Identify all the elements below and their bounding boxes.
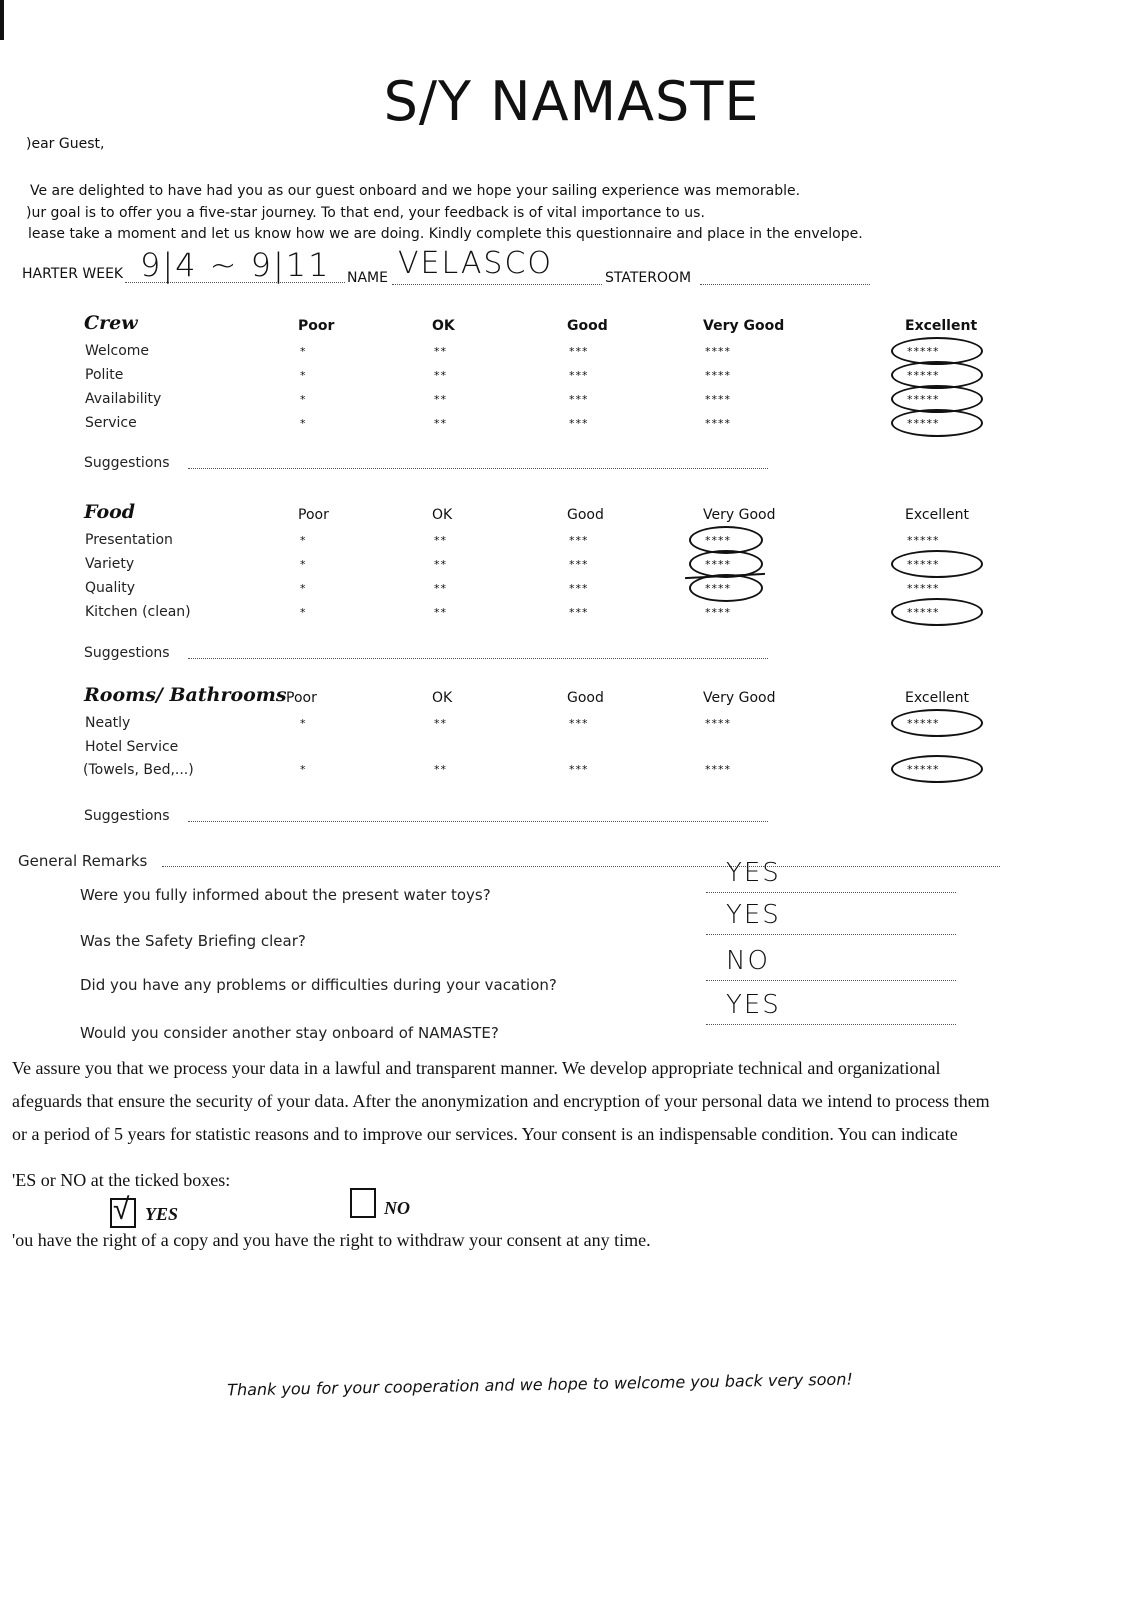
rating-option-4[interactable]: **** bbox=[705, 369, 731, 382]
rating-option-4[interactable]: **** bbox=[705, 717, 731, 730]
rating-option-4[interactable]: **** bbox=[705, 606, 731, 619]
rating-option-2[interactable]: ** bbox=[434, 582, 447, 595]
intro-line-3: lease take a moment and let us know how we are doing. Kindly complete this questionnaire and place in the envelope. bbox=[28, 226, 863, 242]
row-label: Availability bbox=[85, 391, 162, 407]
rating-option-1[interactable]: * bbox=[300, 717, 307, 730]
rights-text: 'ou have the right of a copy and you have the right to withdraw your consent at any time. bbox=[12, 1230, 651, 1250]
rating-option-5[interactable]: ***** bbox=[907, 393, 940, 406]
column-header-good: Good bbox=[567, 318, 608, 334]
charter-week-field[interactable]: 9|4 ~ 9|11 bbox=[140, 246, 331, 284]
rating-option-4[interactable]: **** bbox=[705, 393, 731, 406]
answer-field[interactable]: NO bbox=[726, 946, 770, 976]
consent-yes-checkbox[interactable] bbox=[110, 1192, 136, 1228]
name-line bbox=[392, 284, 602, 285]
column-header-very-good: Very Good bbox=[703, 507, 776, 523]
answer-field[interactable]: YES bbox=[726, 900, 781, 930]
answer-line bbox=[706, 1024, 956, 1025]
column-header-poor: Poor bbox=[286, 690, 317, 706]
general-remarks-line[interactable] bbox=[162, 866, 1000, 867]
rating-option-5[interactable]: ***** bbox=[907, 582, 940, 595]
column-header-excellent: Excellent bbox=[905, 318, 978, 334]
privacy-line-3: or a period of 5 years for statistic reasons and to improve our services. Your consent is an indispensable condition. You can indicate bbox=[12, 1124, 958, 1144]
column-header-ok: OK bbox=[432, 318, 455, 334]
answer-line bbox=[706, 934, 956, 935]
section-title-2: Rooms/ Bathrooms bbox=[84, 684, 287, 706]
rating-option-3[interactable]: *** bbox=[569, 606, 589, 619]
rating-option-2[interactable]: ** bbox=[434, 763, 447, 776]
rating-option-2[interactable]: ** bbox=[434, 558, 447, 571]
suggestions-field[interactable] bbox=[188, 468, 768, 469]
row-label: Quality bbox=[85, 580, 136, 596]
privacy-line-1: Ve assure you that we process your data in a lawful and transparent manner. We develop appropriate technical and organizational bbox=[12, 1058, 941, 1078]
rating-option-5[interactable]: ***** bbox=[907, 369, 940, 382]
stateroom-field[interactable] bbox=[700, 284, 870, 285]
rating-option-1[interactable]: * bbox=[300, 345, 307, 358]
name-field[interactable]: VELASCO bbox=[398, 246, 554, 281]
suggestions-field[interactable] bbox=[188, 658, 768, 659]
rating-option-2[interactable]: ** bbox=[434, 534, 447, 547]
column-header-very-good: Very Good bbox=[703, 690, 776, 706]
section-title-1: Food bbox=[84, 501, 136, 523]
row-label: Hotel Service bbox=[85, 739, 179, 755]
consent-no-checkbox[interactable] bbox=[350, 1188, 376, 1218]
rating-option-5[interactable]: ***** bbox=[907, 534, 940, 547]
question-text: Would you consider another stay onboard of NAMASTE? bbox=[80, 1024, 499, 1042]
rating-option-5[interactable]: ***** bbox=[907, 717, 940, 730]
rating-option-1[interactable]: * bbox=[300, 393, 307, 406]
rating-option-2[interactable]: ** bbox=[434, 717, 447, 730]
rating-option-5[interactable]: ***** bbox=[907, 606, 940, 619]
rating-option-2[interactable]: ** bbox=[434, 417, 447, 430]
row-label: Variety bbox=[85, 556, 135, 572]
column-header-good: Good bbox=[567, 507, 604, 523]
rating-option-1[interactable]: * bbox=[300, 763, 307, 776]
rating-option-3[interactable]: *** bbox=[569, 717, 589, 730]
column-header-ok: OK bbox=[432, 690, 453, 706]
rating-option-1[interactable]: * bbox=[300, 534, 307, 547]
answer-field[interactable]: YES bbox=[726, 858, 781, 888]
rating-option-5[interactable]: ***** bbox=[907, 417, 940, 430]
question-text: Were you fully informed about the present water toys? bbox=[80, 886, 491, 904]
rating-option-2[interactable]: ** bbox=[434, 345, 447, 358]
thank-you-text: Thank you for your cooperation and we hope to welcome you back very soon! bbox=[227, 1369, 853, 1400]
rating-option-3[interactable]: *** bbox=[569, 558, 589, 571]
consent-no-label: NO bbox=[384, 1198, 410, 1218]
rating-option-5[interactable]: ***** bbox=[907, 763, 940, 776]
column-header-poor: Poor bbox=[298, 318, 335, 334]
suggestions-label: Suggestions bbox=[84, 455, 170, 471]
rating-option-3[interactable]: *** bbox=[569, 582, 589, 595]
page-title: S/Y NAMASTE bbox=[383, 70, 760, 133]
row-label: Welcome bbox=[85, 343, 150, 359]
rating-option-3[interactable]: *** bbox=[569, 369, 589, 382]
charter-week-label: HARTER WEEK bbox=[22, 266, 124, 282]
checkmark-icon: √ bbox=[113, 1192, 130, 1227]
row-label: Presentation bbox=[85, 532, 173, 548]
general-remarks-label: General Remarks bbox=[18, 852, 148, 870]
column-header-ok: OK bbox=[432, 507, 453, 523]
rating-option-3[interactable]: *** bbox=[569, 393, 589, 406]
name-label: NAME bbox=[347, 270, 388, 286]
stateroom-label: STATEROOM bbox=[605, 270, 692, 286]
row-sublabel: (Towels, Bed,...) bbox=[83, 762, 194, 778]
column-header-very-good: Very Good bbox=[703, 318, 785, 334]
rating-option-3[interactable]: *** bbox=[569, 763, 589, 776]
suggestions-label: Suggestions bbox=[84, 808, 170, 824]
section-title-0: Crew bbox=[84, 312, 138, 334]
rating-option-3[interactable]: *** bbox=[569, 417, 589, 430]
rating-option-1[interactable]: * bbox=[300, 417, 307, 430]
rating-option-5[interactable]: ***** bbox=[907, 558, 940, 571]
rating-option-2[interactable]: ** bbox=[434, 393, 447, 406]
scan-edge bbox=[0, 0, 4, 40]
answer-field[interactable]: YES bbox=[726, 990, 781, 1020]
rating-option-1[interactable]: * bbox=[300, 606, 307, 619]
rating-option-3[interactable]: *** bbox=[569, 345, 589, 358]
rating-option-3[interactable]: *** bbox=[569, 534, 589, 547]
question-text: Was the Safety Briefing clear? bbox=[80, 932, 306, 950]
question-text: Did you have any problems or difficulties during your vacation? bbox=[80, 976, 557, 994]
suggestions-label: Suggestions bbox=[84, 645, 170, 661]
privacy-line-2: afeguards that ensure the security of your data. After the anonymization and encryption of your personal data we intend to process them bbox=[12, 1091, 990, 1111]
answer-line bbox=[706, 980, 956, 981]
rating-option-2[interactable]: ** bbox=[434, 606, 447, 619]
rating-option-4[interactable]: **** bbox=[705, 558, 731, 571]
rating-option-2[interactable]: ** bbox=[434, 369, 447, 382]
rating-option-1[interactable]: * bbox=[300, 369, 307, 382]
column-header-excellent: Excellent bbox=[905, 507, 969, 523]
rating-option-1[interactable]: * bbox=[300, 582, 307, 595]
row-label: Kitchen (clean) bbox=[85, 604, 191, 620]
row-label: Neatly bbox=[85, 715, 131, 731]
rating-option-4[interactable]: **** bbox=[705, 534, 731, 547]
rating-option-4[interactable]: **** bbox=[705, 582, 731, 595]
rating-option-4[interactable]: **** bbox=[705, 417, 731, 430]
column-header-excellent: Excellent bbox=[905, 690, 969, 706]
rating-option-4[interactable]: **** bbox=[705, 763, 731, 776]
rating-option-4[interactable]: **** bbox=[705, 345, 731, 358]
consent-yes-label: YES bbox=[145, 1204, 179, 1224]
answer-line bbox=[706, 892, 956, 893]
row-label: Polite bbox=[85, 367, 124, 383]
column-header-good: Good bbox=[567, 690, 604, 706]
column-header-poor: Poor bbox=[298, 507, 329, 523]
rating-option-5[interactable]: ***** bbox=[907, 345, 940, 358]
greeting: )ear Guest, bbox=[26, 136, 105, 152]
intro-line-2: )ur goal is to offer you a five-star journey. To that end, your feedback is of vital importance to us. bbox=[26, 205, 705, 221]
rating-option-1[interactable]: * bbox=[300, 558, 307, 571]
intro-line-1: Ve are delighted to have had you as our guest onboard and we hope your sailing experience was memorable. bbox=[30, 183, 801, 199]
suggestions-field[interactable] bbox=[188, 821, 768, 822]
privacy-line-4: 'ES or NO at the ticked boxes: bbox=[12, 1170, 231, 1190]
row-label: Service bbox=[85, 415, 137, 431]
